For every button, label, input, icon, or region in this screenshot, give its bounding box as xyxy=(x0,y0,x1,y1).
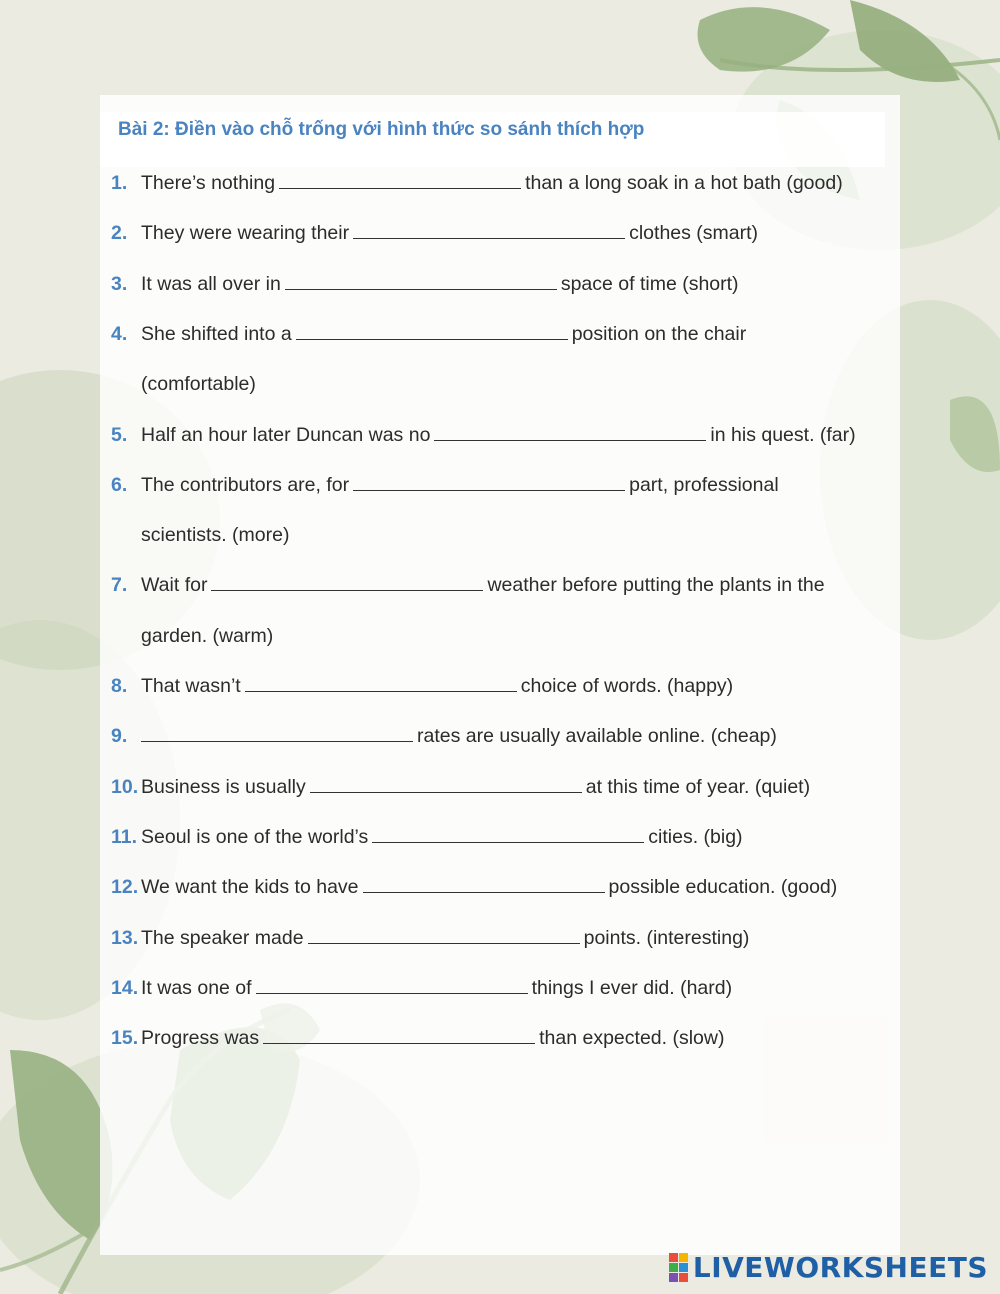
item-text-after: points. (interesting) xyxy=(583,926,750,949)
item-sentence xyxy=(141,219,758,247)
brand-name: LIVEWORKSHEETS xyxy=(692,1251,988,1284)
item-text-after: choice of words. (happy) xyxy=(520,675,734,697)
item-number: 15. xyxy=(111,1027,139,1050)
item-number: 7. xyxy=(111,574,128,597)
item-text-after: than a long soak in a hot bath (good) xyxy=(525,172,843,194)
item-text-before: The speaker made xyxy=(141,926,304,949)
item-text-after: cities. (big) xyxy=(648,825,743,848)
answer-blank[interactable] xyxy=(296,321,568,340)
item-text-before: It was one of xyxy=(141,976,252,999)
item-text-after: rates are usually available online. (cheap) xyxy=(417,725,777,748)
answer-blank[interactable] xyxy=(310,774,582,793)
logo-icon xyxy=(669,1253,688,1282)
item-text-after: in his quest. (far) xyxy=(710,423,856,446)
item-number: 3. xyxy=(111,272,128,295)
item-sentence xyxy=(141,773,810,801)
item-text-before: There’s nothing xyxy=(141,172,276,194)
item-continuation: (comfortable) xyxy=(141,373,256,396)
liveworksheets-logo xyxy=(669,1251,988,1284)
item-sentence xyxy=(141,722,777,750)
item-text-after: position on the chair xyxy=(571,322,747,345)
answer-blank[interactable] xyxy=(353,472,625,491)
item-number: 10. xyxy=(111,775,139,798)
item-text-after: things I ever did. (hard) xyxy=(531,976,733,999)
item-number: 14. xyxy=(111,976,139,999)
answer-blank[interactable] xyxy=(434,422,706,441)
item-number: 6. xyxy=(111,473,128,496)
answer-blank[interactable] xyxy=(211,572,483,591)
item-sentence xyxy=(141,320,746,348)
exercise-title: Bài 2: Điền vào chỗ trống với hình thức so sánh thích hợp xyxy=(118,119,645,140)
item-text-before: We want the kids to have xyxy=(141,876,359,899)
item-sentence xyxy=(141,924,749,952)
item-text-before: The contributors are, for xyxy=(141,473,350,496)
item-text-before: It was all over in xyxy=(141,272,281,295)
item-text-before: They were wearing their xyxy=(141,222,350,245)
answer-blank[interactable] xyxy=(363,874,605,893)
item-number: 2. xyxy=(111,222,128,245)
item-text-before: That wasn’t xyxy=(141,675,241,697)
item-text-after: part, professional xyxy=(629,473,779,496)
item-text-after: weather before putting the plants in the xyxy=(487,574,825,597)
item-number: 5. xyxy=(111,423,128,446)
item-number: 8. xyxy=(111,675,128,697)
item-number: 12. xyxy=(111,876,139,899)
item-sentence xyxy=(141,571,825,599)
item-text-before: She shifted into a xyxy=(141,322,292,345)
item-number: 13. xyxy=(111,926,139,949)
item-continuation: garden. (warm) xyxy=(141,624,274,647)
item-sentence xyxy=(141,169,843,197)
item-continuation: scientists. (more) xyxy=(141,524,290,547)
item-sentence xyxy=(141,270,739,298)
item-sentence xyxy=(141,421,856,449)
item-text-before: Wait for xyxy=(141,574,208,597)
item-number: 9. xyxy=(111,725,128,748)
item-sentence xyxy=(141,471,779,499)
answer-blank[interactable] xyxy=(353,220,625,239)
item-text-before: Progress was xyxy=(141,1027,260,1050)
answer-blank[interactable] xyxy=(263,1025,535,1044)
answer-blank[interactable] xyxy=(256,975,528,994)
answer-blank[interactable] xyxy=(285,271,557,290)
answer-blank[interactable] xyxy=(279,170,521,189)
answer-blank[interactable] xyxy=(308,925,580,944)
item-text-after: clothes (smart) xyxy=(629,222,759,245)
item-text-after: possible education. (good) xyxy=(608,876,838,899)
item-sentence xyxy=(141,873,837,901)
item-number: 4. xyxy=(111,322,128,345)
item-text-before: Seoul is one of the world’s xyxy=(141,825,369,848)
answer-blank[interactable] xyxy=(141,723,413,742)
item-text-after: at this time of year. (quiet) xyxy=(585,775,811,798)
item-text-after: than expected. (slow) xyxy=(539,1027,725,1050)
item-number: 11. xyxy=(111,825,138,848)
item-sentence xyxy=(141,823,743,851)
item-text-before: Business is usually xyxy=(141,775,306,798)
answer-blank[interactable] xyxy=(372,824,644,843)
item-sentence xyxy=(141,672,733,700)
item-text-before: Half an hour later Duncan was no xyxy=(141,423,431,446)
item-sentence xyxy=(141,974,732,1002)
item-text-after: space of time (short) xyxy=(560,272,739,295)
item-number: 1. xyxy=(111,172,128,194)
item-sentence xyxy=(141,1024,724,1052)
answer-blank[interactable] xyxy=(245,673,517,692)
